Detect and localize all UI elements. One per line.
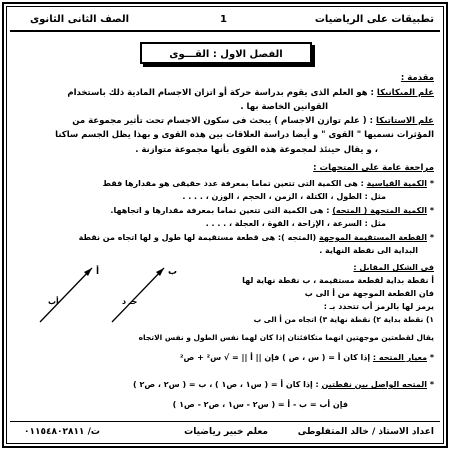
segment-text2: البداية الى نقطة النهاية . (319, 246, 418, 255)
statics-line2: المؤثرات نسميها " القوى " و أيضا دراسة العلاقات بين هذه القوى و بهذا يظل الجسم ساكنا (55, 130, 434, 140)
mechanics-line1: : هو العلم الذى يقوم بدراسة حركة أو اتزان الاجسام المادية ذلك باستخدام (67, 88, 374, 98)
footer-role: معلم خبير رياضيات (184, 427, 268, 437)
connecting-vector-definition: * المتجه الواصل بين نقطتين : إذا كان أ = ( س١ ، ص١ ) ، ب = ( س٢ ، ص٢ ) (133, 380, 434, 389)
norm-definition: * معيار المتجه : إذا كان أ = ( س ، ص ) فإن || أ || = √ س² + ص² (180, 353, 434, 362)
mechanics-line2: القوانين الخاصة بها . (240, 102, 328, 112)
vector-label: الكمية المتجهة ( المتجه) (332, 206, 428, 215)
point-label-b: ب (168, 267, 178, 277)
equivalence-conclusion: يقال لقطعتين موجهتين انهما متكافئتان إذا كان لهما نفس الطول و نفس الاتجاه (138, 333, 434, 342)
document-page (2, 2, 448, 448)
segment-text1: (المتجه ): هى قطعة مستقيمة لها طول و لها اتجاه من نقطة (78, 233, 317, 242)
norm-label: معيار المتجه : (372, 353, 428, 362)
vector-label-ab: أب (48, 297, 59, 306)
vector-example: مثل : السرعة ، الإزاحة ، القوة ، العجلة ، . . . . (205, 219, 386, 228)
header-left-title: الصف الثانى الثانوى (30, 14, 130, 25)
connecting-text2: فإن أب = ب - أ = ( س٢ - س١ ، ص٢ - ص١ ) (172, 400, 348, 409)
mechanics-definition (67, 89, 434, 98)
chapter-title: الفصل الاول : القـــوى (169, 49, 283, 60)
segment-label: القطعة المستقيمة الموجهة (319, 233, 428, 242)
intro-heading: مقدمة : (400, 73, 434, 83)
norm-text: إذا كان أ = ( س ، ص ) فإن || أ || = √ س² + ص² (180, 353, 371, 362)
statics-label: علم الاستاتيكا (376, 116, 434, 126)
scalar-label: الكمية القياسية (366, 179, 428, 188)
chapter-title-box (140, 42, 312, 64)
vector-text: : هى الكمية التى تتعين تماما بمعرفة مقدارها و اتجاهها. (110, 206, 330, 215)
statics-definition (72, 117, 434, 126)
vector-label-cd: حـ د (122, 297, 138, 306)
vector-line-ab (40, 268, 92, 322)
vector-line-cd (112, 268, 164, 322)
scalar-example: مثل : الطول ، الكتلة ، الزمن ، الحجم ، الوزن ، . . . . (182, 192, 386, 201)
header-right-title: تطبيقات على الرياضيات (314, 14, 434, 25)
scalar-definition: * الكمية القياسية : هى الكمية التى تتعين تماما بمعرفة عدد حقيقى هو مقدارها فقط (102, 179, 434, 188)
footer-divider (10, 421, 440, 422)
figure-line1: أ نقطة بداية لقطعة مستقيمة ، ب نقطة نهاية لها (242, 276, 434, 285)
scalar-text: : هى الكمية التى تتعين تماما بمعرفة عدد حقيقى هو مقدارها فقط (102, 179, 364, 188)
connecting-label: المتجه الواصل بين نقطتين (321, 380, 428, 389)
equivalent-vectors-figure (22, 260, 192, 328)
statics-line3: ، و يقال حينئذ لمجموعة هذه القوى بأنها مجموعة متوازنة . (135, 145, 378, 155)
statics-line1: : ( علم توازن الاجسام ) يبحث فى سكون الاجسام تحت تأثير مجموعة من (72, 116, 374, 126)
connecting-text1: : إذا كان أ = ( س١ ، ص١ ) ، ب = ( س٢ ، ص٢ ) (133, 380, 319, 389)
footer-phone: ت/ ٠١١٥٤٨٠٢٨١١ (24, 427, 100, 437)
figure-line3: يرمز لها بالرمز أب تتحدد بـ : (323, 302, 434, 311)
header-divider (10, 30, 440, 32)
footer-author: اعداد الاستاذ / خالد المتفلوطى (297, 427, 434, 437)
figure-line2: فان القطعة الموجهة من أ الى ب (304, 289, 434, 298)
point-label-a: أ (96, 267, 100, 277)
page-number: 1 (220, 14, 227, 25)
segment-definition: * القطعة المستقيمة الموجهة (المتجه ): هى قطعة مستقيمة لها طول و لها اتجاه من نقطة (78, 233, 434, 242)
figure-intro: فى الشكل المقابل : (353, 263, 434, 272)
mechanics-label: علم الميكانيكا (376, 88, 434, 98)
vector-definition: * الكمية المتجهة ( المتجه) : هى الكمية التى تتعين تماما بمعرفة مقدارها و اتجاهها. (110, 206, 434, 215)
review-heading: مراجعة عامة على المتجهات : (313, 163, 434, 173)
figure-line4: ١) نقطة بداية ٢) نقطة نهاية ٣) اتجاه من أ الى ب (253, 315, 434, 324)
